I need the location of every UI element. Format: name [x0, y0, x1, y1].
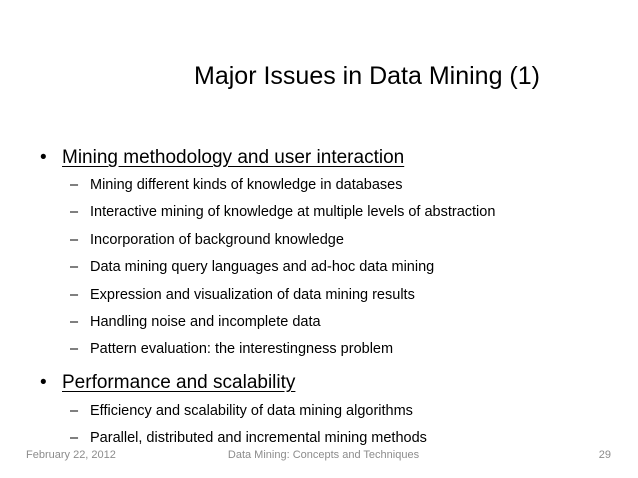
dash-marker: – — [70, 430, 79, 447]
section-heading: Mining methodology and user interaction — [62, 147, 405, 168]
footer-title: Data Mining: Concepts and Techniques — [227, 449, 420, 461]
bullet-marker: • — [40, 147, 47, 168]
list-item-text: Data mining query languages and ad-hoc data mining — [90, 259, 435, 276]
list-item — [70, 339, 495, 366]
sublist-performance-scalability — [70, 401, 427, 456]
list-item — [70, 175, 495, 202]
list-item — [70, 312, 495, 339]
dash-marker: – — [70, 313, 79, 330]
dash-marker: – — [70, 259, 79, 276]
list-item-text: Handling noise and incomplete data — [90, 313, 321, 330]
list-item — [70, 230, 495, 257]
sublist-mining-methodology — [70, 175, 495, 367]
section-heading: Performance and scalability — [62, 372, 296, 393]
dash-marker: – — [70, 341, 79, 358]
list-item — [70, 285, 495, 312]
dash-marker: – — [70, 286, 79, 303]
bullet-mining-methodology — [40, 145, 404, 171]
footer-date: February 22, 2012 — [26, 449, 116, 461]
bullet-marker: • — [40, 372, 47, 393]
list-item-text: Pattern evaluation: the interestingness problem — [90, 341, 394, 358]
list-item — [70, 401, 427, 428]
dash-marker: – — [70, 231, 79, 248]
dash-marker: – — [70, 403, 79, 419]
dash-marker: – — [70, 204, 79, 221]
list-item-text: Parallel, distributed and incremental mining methods — [90, 430, 427, 447]
list-item-text: Efficiency and scalability of data mining algorithms — [90, 403, 413, 419]
list-item — [70, 257, 495, 284]
page-number: 29 — [598, 449, 611, 461]
slide-title: Major Issues in Data Mining (1) — [194, 62, 540, 90]
dash-marker: – — [70, 177, 79, 193]
list-item-text: Mining different kinds of knowledge in databases — [90, 177, 403, 193]
list-item-text: Incorporation of background knowledge — [90, 231, 344, 248]
bullet-performance-scalability — [40, 370, 295, 396]
list-item — [70, 202, 495, 229]
list-item-text: Interactive mining of knowledge at multiple levels of abstraction — [90, 204, 496, 221]
list-item-text: Expression and visualization of data mining results — [90, 286, 415, 303]
